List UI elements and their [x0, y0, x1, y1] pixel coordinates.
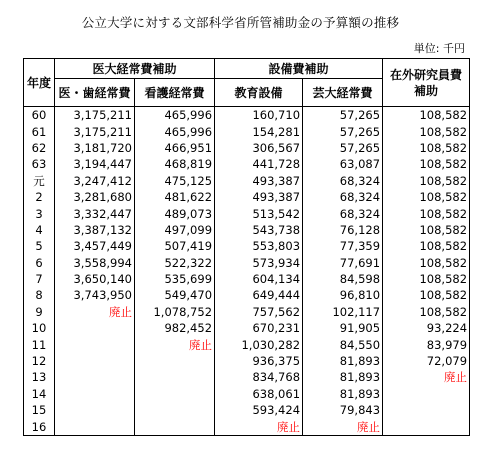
cell-med-dental: 3,387,132	[55, 222, 135, 238]
header-group-medical: 医大経常費補助	[55, 59, 215, 79]
cell-education-equipment: 1,030,282	[215, 336, 303, 352]
cell-education-equipment: 306,567	[215, 140, 303, 156]
cell-education-equipment: 493,387	[215, 189, 303, 205]
cell-med-dental: 3,194,447	[55, 156, 135, 172]
cell-education-equipment: 廃止	[215, 418, 303, 435]
cell-art-univ: 84,598	[303, 271, 383, 287]
cell-education-equipment: 649,444	[215, 287, 303, 303]
cell-art-univ: 63,087	[303, 156, 383, 172]
cell-med-dental	[55, 336, 135, 352]
cell-med-dental: 3,175,211	[55, 123, 135, 139]
cell-art-univ: 57,265	[303, 107, 383, 124]
cell-med-dental	[55, 320, 135, 336]
cell-overseas: 108,582	[383, 156, 470, 172]
cell-overseas: 108,582	[383, 205, 470, 221]
cell-education-equipment: 936,375	[215, 353, 303, 369]
cell-education-equipment: 604,134	[215, 271, 303, 287]
cell-overseas: 108,582	[383, 271, 470, 287]
cell-nursing: 466,951	[135, 140, 215, 156]
cell-year: 2	[24, 189, 55, 205]
cell-art-univ: 79,843	[303, 402, 383, 418]
cell-nursing: 468,819	[135, 156, 215, 172]
cell-overseas: 72,079	[383, 353, 470, 369]
cell-nursing: 507,419	[135, 238, 215, 254]
cell-nursing: 1,078,752	[135, 304, 215, 320]
table-row	[24, 205, 470, 221]
table-row	[24, 189, 470, 205]
cell-med-dental	[55, 369, 135, 385]
cell-overseas: 108,582	[383, 222, 470, 238]
cell-year: 6	[24, 255, 55, 271]
cell-med-dental: 3,332,447	[55, 205, 135, 221]
cell-nursing: 497,099	[135, 222, 215, 238]
cell-nursing	[135, 386, 215, 402]
cell-education-equipment: 834,768	[215, 369, 303, 385]
cell-overseas: 108,582	[383, 238, 470, 254]
cell-overseas: 108,582	[383, 140, 470, 156]
table-row	[24, 271, 470, 287]
cell-year: 15	[24, 402, 55, 418]
table-row	[24, 173, 470, 189]
cell-art-univ: 81,893	[303, 369, 383, 385]
cell-education-equipment: 493,387	[215, 173, 303, 189]
table-row	[24, 336, 470, 352]
cell-art-univ: 81,893	[303, 353, 383, 369]
cell-nursing	[135, 418, 215, 435]
cell-med-dental: 3,457,449	[55, 238, 135, 254]
table-row	[24, 418, 470, 435]
cell-nursing: 535,699	[135, 271, 215, 287]
cell-med-dental	[55, 418, 135, 435]
cell-med-dental: 3,281,680	[55, 189, 135, 205]
cell-overseas: 廃止	[383, 369, 470, 385]
cell-med-dental: 3,247,412	[55, 173, 135, 189]
cell-overseas: 83,979	[383, 336, 470, 352]
cell-nursing: 廃止	[135, 336, 215, 352]
cell-med-dental: 3,181,720	[55, 140, 135, 156]
cell-nursing	[135, 353, 215, 369]
cell-year: 4	[24, 222, 55, 238]
cell-year: 16	[24, 418, 55, 435]
cell-nursing: 522,322	[135, 255, 215, 271]
cell-year: 62	[24, 140, 55, 156]
cell-overseas: 108,582	[383, 287, 470, 303]
cell-art-univ: 57,265	[303, 123, 383, 139]
cell-med-dental: 3,175,211	[55, 107, 135, 124]
cell-nursing: 481,622	[135, 189, 215, 205]
cell-year: 63	[24, 156, 55, 172]
cell-education-equipment: 154,281	[215, 123, 303, 139]
cell-nursing: 549,470	[135, 287, 215, 303]
table-row	[24, 107, 470, 124]
cell-nursing: 489,073	[135, 205, 215, 221]
cell-nursing: 982,452	[135, 320, 215, 336]
header-art-univ: 芸大経常費	[303, 79, 383, 107]
cell-art-univ: 102,117	[303, 304, 383, 320]
cell-med-dental: 3,558,994	[55, 255, 135, 271]
cell-med-dental	[55, 353, 135, 369]
cell-art-univ: 68,324	[303, 189, 383, 205]
cell-overseas: 108,582	[383, 173, 470, 189]
cell-overseas	[383, 386, 470, 402]
cell-overseas	[383, 402, 470, 418]
cell-art-univ: 96,810	[303, 287, 383, 303]
cell-year: 10	[24, 320, 55, 336]
cell-nursing: 465,996	[135, 107, 215, 124]
cell-art-univ: 68,324	[303, 205, 383, 221]
cell-overseas: 108,582	[383, 255, 470, 271]
cell-overseas: 108,582	[383, 304, 470, 320]
cell-nursing	[135, 402, 215, 418]
cell-nursing	[135, 369, 215, 385]
cell-year: 8	[24, 287, 55, 303]
table-row	[24, 320, 470, 336]
table-row	[24, 156, 470, 172]
cell-med-dental: 3,743,950	[55, 287, 135, 303]
table-row	[24, 304, 470, 320]
cell-education-equipment: 573,934	[215, 255, 303, 271]
cell-art-univ: 68,324	[303, 173, 383, 189]
cell-overseas: 108,582	[383, 189, 470, 205]
unit-label: 単位: 千円	[413, 42, 465, 55]
cell-overseas: 108,582	[383, 123, 470, 139]
cell-year: 14	[24, 386, 55, 402]
cell-med-dental: 廃止	[55, 304, 135, 320]
table-row	[24, 255, 470, 271]
table-row	[24, 123, 470, 139]
cell-art-univ: 91,905	[303, 320, 383, 336]
cell-education-equipment: 670,231	[215, 320, 303, 336]
budget-table	[23, 58, 470, 436]
cell-year: 5	[24, 238, 55, 254]
header-education-equipment: 教育設備	[215, 79, 303, 107]
cell-art-univ: 77,691	[303, 255, 383, 271]
cell-year: 61	[24, 123, 55, 139]
page-title: 公立大学に対する文部科学省所管補助金の予算額の推移	[81, 15, 400, 30]
cell-education-equipment: 638,061	[215, 386, 303, 402]
cell-art-univ: 84,550	[303, 336, 383, 352]
table-row	[24, 369, 470, 385]
cell-education-equipment: 160,710	[215, 107, 303, 124]
table-row	[24, 353, 470, 369]
cell-art-univ: 76,128	[303, 222, 383, 238]
cell-art-univ: 81,893	[303, 386, 383, 402]
cell-med-dental	[55, 386, 135, 402]
cell-year: 12	[24, 353, 55, 369]
cell-nursing: 465,996	[135, 123, 215, 139]
cell-year: 7	[24, 271, 55, 287]
cell-education-equipment: 543,738	[215, 222, 303, 238]
cell-art-univ: 廃止	[303, 418, 383, 435]
cell-overseas: 108,582	[383, 107, 470, 124]
table-row	[24, 402, 470, 418]
cell-art-univ: 77,359	[303, 238, 383, 254]
cell-education-equipment: 593,424	[215, 402, 303, 418]
cell-year: 13	[24, 369, 55, 385]
cell-year: 元	[24, 173, 55, 189]
cell-art-univ: 57,265	[303, 140, 383, 156]
cell-education-equipment: 441,728	[215, 156, 303, 172]
cell-year: 11	[24, 336, 55, 352]
cell-year: 3	[24, 205, 55, 221]
cell-overseas	[383, 418, 470, 435]
header-nursing: 看護経常費	[135, 79, 215, 107]
cell-med-dental: 3,650,140	[55, 271, 135, 287]
cell-year: 60	[24, 107, 55, 124]
table-row	[24, 386, 470, 402]
header-year: 年度	[24, 59, 55, 107]
cell-education-equipment: 757,562	[215, 304, 303, 320]
table-row	[24, 238, 470, 254]
cell-year: 9	[24, 304, 55, 320]
cell-nursing: 475,125	[135, 173, 215, 189]
table-row	[24, 287, 470, 303]
table-body	[24, 107, 470, 436]
cell-overseas: 93,224	[383, 320, 470, 336]
table-row	[24, 222, 470, 238]
table-row	[24, 140, 470, 156]
header-overseas: 在外研究員費補助	[383, 59, 470, 107]
cell-med-dental	[55, 402, 135, 418]
header-med-dental: 医・歯経常費	[55, 79, 135, 107]
header-group-equipment: 設備費補助	[215, 59, 383, 79]
cell-education-equipment: 513,542	[215, 205, 303, 221]
cell-education-equipment: 553,803	[215, 238, 303, 254]
